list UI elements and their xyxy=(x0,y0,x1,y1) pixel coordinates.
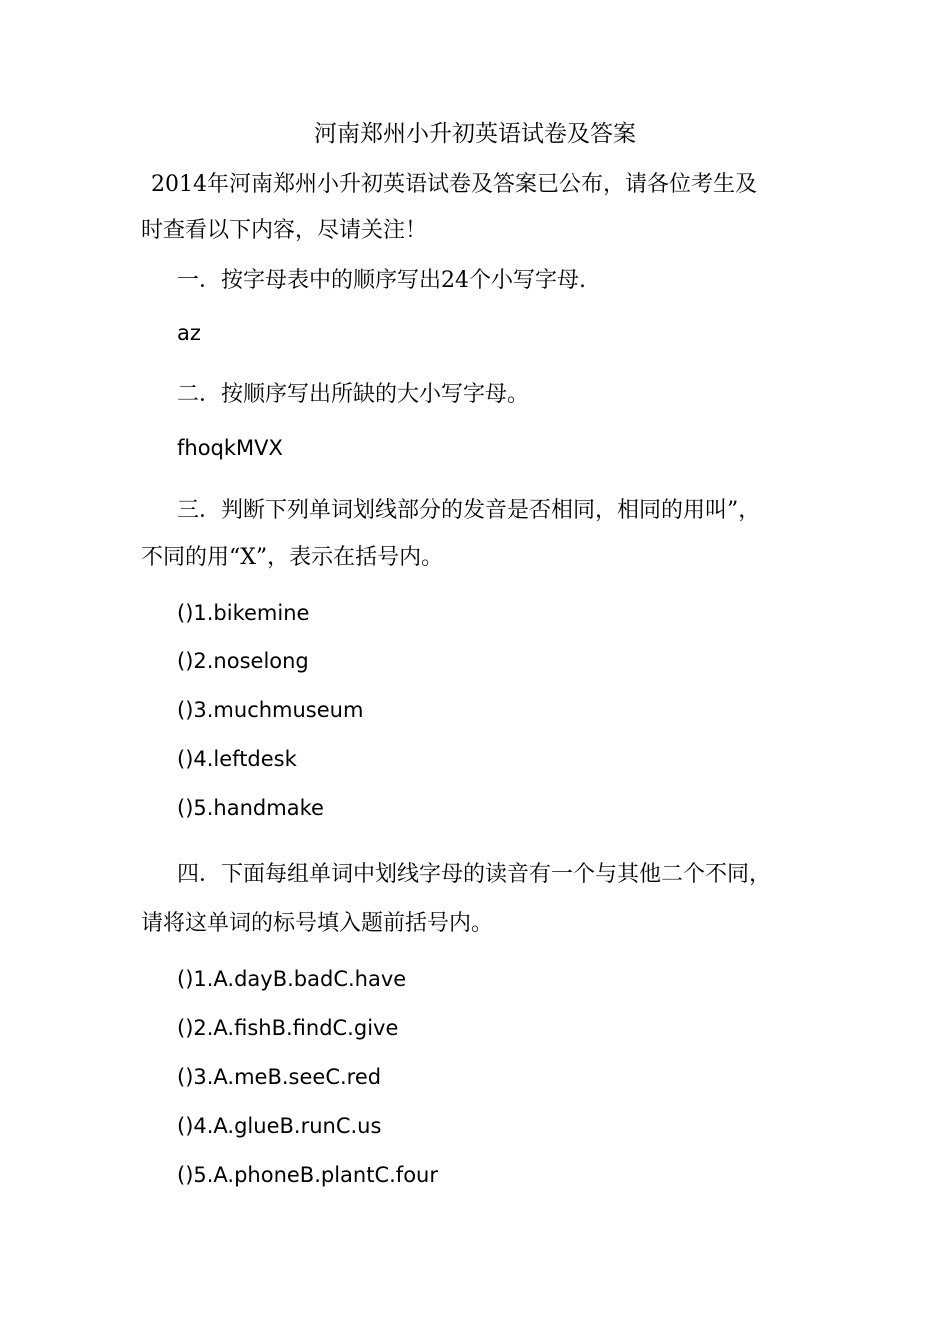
intro-line-2: 时查看以下内容，尽请关注！ xyxy=(141,218,428,243)
section3-item-3: ()3.muchmuseum xyxy=(177,698,364,722)
section3-item-4: ()4.leftdesk xyxy=(177,747,297,771)
intro-line-1: 2014年河南郑州小升初英语试卷及答案已公布，请各位考生及 xyxy=(151,172,757,197)
section2-answer: fhoqkMVX xyxy=(177,436,283,460)
section1-heading: 一．按字母表中的顺序写出24个小写字母. xyxy=(177,268,586,293)
section3-heading-line-1: 三．判断下列单词划线部分的发音是否相同，相同的用叫”， xyxy=(177,498,761,523)
section4-heading-line-1: 四．下面每组单词中划线字母的读音有一个与其他二个不同， xyxy=(177,862,772,887)
section4-item-5: ()5.A.phoneB.plantC.four xyxy=(177,1163,438,1187)
section1-answer: az xyxy=(177,321,201,345)
section2-heading: 二．按顺序写出所缺的大小写字母。 xyxy=(177,382,530,407)
section4-item-2: ()2.A.fishB.findC.give xyxy=(177,1016,399,1040)
section3-heading-line-2: 不同的用“X”，表示在括号内。 xyxy=(141,545,444,570)
section4-heading-line-2: 请将这单词的标号填入题前括号内。 xyxy=(141,911,494,936)
section4-item-3: ()3.A.meB.seeC.red xyxy=(177,1065,382,1089)
section3-item-2: ()2.noselong xyxy=(177,649,309,673)
section4-item-1: ()1.A.dayB.badC.have xyxy=(177,967,407,991)
section3-item-1: ()1.bikemine xyxy=(177,601,310,625)
document-title: 河南郑州小升初英语试卷及答案 xyxy=(314,121,636,147)
section3-item-5: ()5.handmake xyxy=(177,796,324,820)
section4-item-4: ()4.A.glueB.runC.us xyxy=(177,1114,382,1138)
